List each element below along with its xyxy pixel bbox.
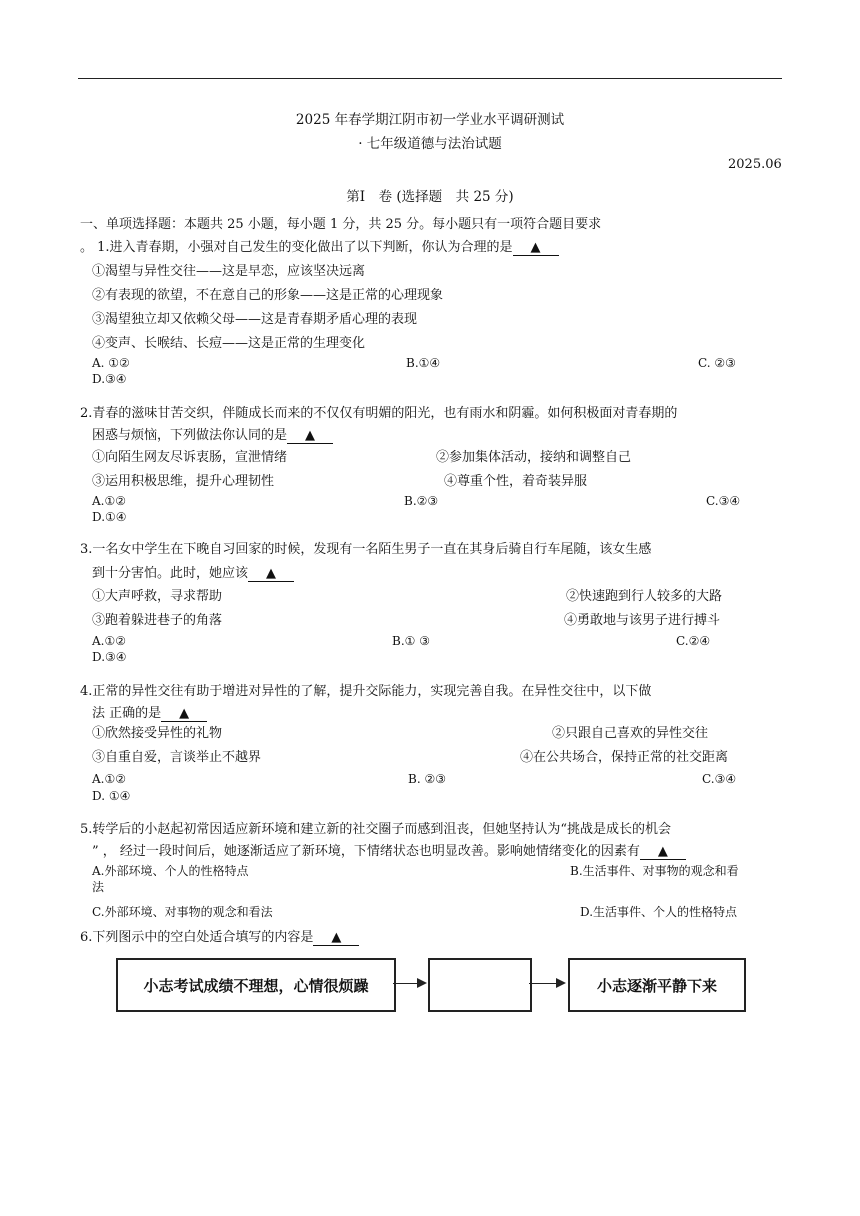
q2-item: ①向陌生网友尽诉衷肠，宣泄情绪: [92, 450, 288, 465]
flow-arrow-1: [393, 983, 419, 984]
flow-box-blank: [428, 958, 532, 1012]
q1-item: ④变声、长喉结、长痘——这是正常的生理变化: [92, 336, 366, 351]
q5-option-c: C.外部环境、对事物的观念和看法: [92, 905, 273, 919]
top-rule: [78, 78, 782, 79]
q1-option-d: D.③④: [92, 372, 127, 386]
q4-option-a: A.①②: [92, 772, 126, 786]
q4-option-d: D. ①④: [92, 789, 131, 803]
q1-item: ①渴望与异性交往——这是早恋，应该坚决远离: [92, 264, 366, 279]
section-title: 第Ⅰ 卷 (选择题 共 25 分): [346, 189, 514, 205]
q3-option-a: A.①②: [92, 634, 126, 648]
exam-title: 2025 年春学期江阴市初一学业水平调研测试: [295, 112, 565, 128]
q1-item: ③渴望独立却又依赖父母——这是青春期矛盾心理的表现: [92, 312, 418, 327]
q5-option-b-cont: 法: [92, 880, 105, 894]
q2-item: ③运用积极思维，提升心理韧性: [92, 474, 275, 489]
q4-item: ①欣然接受异性的礼物: [92, 726, 223, 741]
q3-item: ②快速跑到行人较多的大路: [566, 589, 723, 604]
q2-option-c: C.③④: [706, 494, 741, 508]
q5-stem-line2: ” ， 经过一段时间后，她逐渐适应了新环境，下情绪状态也明显改善。影响她情绪变化的因素有 ▲: [92, 840, 686, 860]
q4-option-b: B. ②③: [408, 772, 446, 786]
q2-option-b: B.②③: [404, 494, 439, 508]
exam-subtitle: · 七年级道德与法治试题: [358, 136, 502, 152]
answer-blank: ▲: [161, 706, 207, 722]
q4-option-c: C.③④: [702, 772, 737, 786]
q5-option-d: D.生活事件、个人的性格特点: [580, 905, 738, 919]
q1-option-a: A. ①②: [92, 356, 130, 370]
q3-option-d: D.③④: [92, 650, 127, 664]
q5-stem-line1: 5.转学后的小赵起初常因适应新环境和建立新的社交圈子而感到沮丧，但她坚持认为“挑战是成长的机会: [80, 822, 672, 837]
q4-item: ③自重自爱，言谈举止不越界: [92, 750, 262, 765]
arrow-head-icon: [556, 978, 566, 988]
q2-option-a: A.①②: [92, 494, 126, 508]
answer-blank: ▲: [640, 844, 686, 860]
q3-option-b: B.① ③: [392, 634, 430, 648]
q2-stem-line2: 困惑与烦恼，下列做法你认同的是 ▲: [92, 424, 333, 444]
q4-item: ④在公共场合，保持正常的社交距离: [520, 750, 729, 765]
q1-stem: 。 1.进入青春期，小强对自己发生的变化做出了以下判断，你认为合理的是 ▲: [80, 236, 559, 256]
flow-box-end: 小志逐渐平静下来: [568, 958, 746, 1012]
q3-item: ④勇敢地与该男子进行搏斗: [564, 613, 721, 628]
q4-item: ②只跟自己喜欢的异性交往: [552, 726, 709, 741]
flow-box-start: 小志考试成绩不理想，心情很烦躁: [116, 958, 396, 1012]
q5-option-b: B.生活事件、对事物的观念和看: [570, 864, 739, 878]
q5-option-a: A.外部环境、个人的性格特点: [92, 864, 249, 878]
q2-option-d: D.①④: [92, 510, 127, 524]
answer-blank: ▲: [287, 428, 333, 444]
q3-stem-line1: 3.一名女中学生在下晚自习回家的时候，发现有一名陌生男子一直在其身后骑自行车尾随，该女生感: [80, 542, 652, 557]
instructions-line1: 一、单项选择题：本题共 25 小题，每小题 1 分，共 25 分。每小题只有一项符合题目要求: [80, 217, 602, 232]
answer-blank: ▲: [513, 240, 559, 256]
flow-arrow-2: [529, 983, 557, 984]
q3-item: ①大声呼救，寻求帮助: [92, 589, 223, 604]
q1-option-c: C. ②③: [698, 356, 736, 370]
q6-stem: 6.下列图示中的空白处适合填写的内容是 ▲: [80, 926, 359, 946]
q1-item: ②有表现的欲望，不在意自己的形象——这是正常的心理现象: [92, 288, 444, 303]
q2-item: ②参加集体活动，接纳和调整自己: [436, 450, 632, 465]
answer-blank: ▲: [248, 566, 294, 582]
q4-stem-line1: 4.正常的异性交往有助于增进对异性的了解，提升交际能力，实现完善自我。在异性交往中，以下做: [80, 684, 652, 699]
q2-stem-line1: 2.青春的滋味甘苦交织，伴随成长而来的不仅仅有明媚的阳光，也有雨水和阴霾。如何积极面对青春期的: [80, 406, 678, 421]
q3-item: ③跑着躲进巷子的角落: [92, 613, 223, 628]
exam-date: 2025.06: [728, 157, 782, 172]
answer-blank: ▲: [313, 930, 359, 946]
q1-option-b: B.①④: [406, 356, 441, 370]
q4-stem-line2: 法 正确的是 ▲: [92, 702, 207, 722]
q3-option-c: C.②④: [676, 634, 711, 648]
q3-stem-line2: 到十分害怕。此时，她应该 ▲: [92, 562, 294, 582]
q2-item: ④尊重个性，着奇装异服: [444, 474, 588, 489]
arrow-head-icon: [417, 978, 427, 988]
